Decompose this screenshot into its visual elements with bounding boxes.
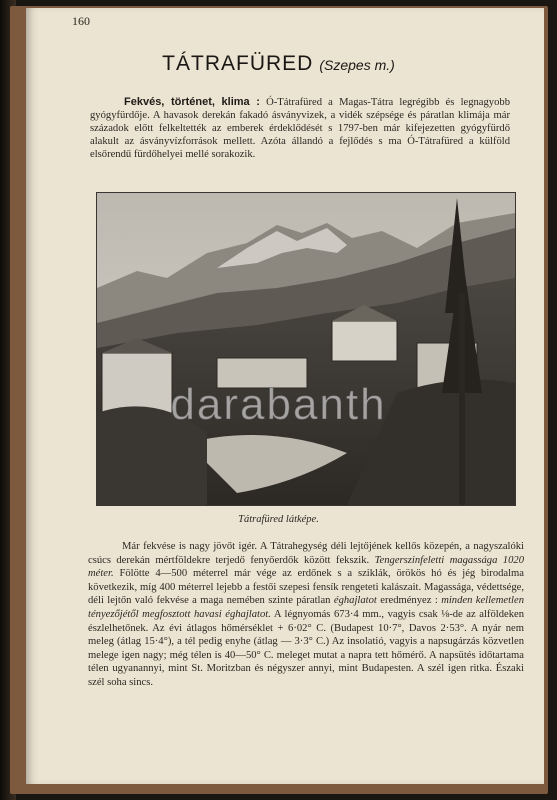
climate-emphasis: éghajlatot [333, 595, 377, 607]
altitude-emphasis: Tengerszinfeletti magassága 1020 méter. [88, 554, 524, 580]
body-text [88, 540, 524, 690]
watermark: darabanth [170, 380, 387, 429]
body-text-segment: Már fekvése is nagy jövőt igér. A Tátrahegység déli lejtőjének kellős közepén, a nagyszalóki csúcs derekán mértföldekre terjedő fenyőerdők között fekszik. [88, 541, 524, 566]
page-title [0, 52, 557, 76]
intro-text: Ó-Tátrafüred a Magas-Tátra legrégibb és legnagyobb gyógyfürdője. A havasok derekán fakadó ásványvizek, a vidék szépsége és páratlan klimája már századok előtt felkeltették az emberek érdeklődését s 1797-ben már kifejezetten gyógyfürdő alakult az ásványvízforrások mellett. Azóta állandó a fejlődés s ma Ó-Tátrafüred a külföld elsőrendű fürdőhelyei mellé sorakozik. [90, 97, 510, 160]
alpine-climate-emphasis: minden kellemetlen tényezőjétől megfosztott havasi éghajlatot. [88, 595, 525, 620]
photo-caption: Tátrafüred látképe. [238, 514, 319, 525]
body-paragraph [88, 540, 524, 690]
body-text-segment: A légnyomás 673·4 mm., vagyis csak ⅛-de az alföldeken észlelhetőnek. Az évi átlagos hőmérséklet + 6·02° C. (Budapest 10·7°, Davos 2·53°. A nyár nem meleg (átlag 15·4°), a tél pedig enyhe (átlag — 3·3° C.) Az insolatió, vagyis a napsugárzás közvetlen melege igen nagy; még télen is 40—50° C. meleget mutat a napra tett hőmérő. A napsütés időtartama télen ugyanannyi, mint St. Moritzban és négyszer annyi, mint Budapesten. A szél igen ritka. Északi szél soha sincs. [88, 608, 524, 688]
landscape-illustration [97, 193, 515, 505]
page-number: 160 [72, 14, 90, 28]
body-text-segment: eredményez : [380, 595, 438, 607]
intro-lead: Fekvés, történet, klima : [124, 96, 260, 108]
landscape-photo [96, 192, 516, 506]
title-county: (Szepes m.) [319, 57, 395, 73]
title-main: TÁTRAFÜRED [162, 52, 314, 75]
body-text-segment: Fölötte 4—500 méterrel már vége az erdőnek s a sziklák, örökös hó és jég birodalma következik, míg 400 méterrel lejebb a festői szepesi fensík rengeteti kalászait. Magassága, védettsége, déli lejtőn való fekvése a maga nemében szinte páratlan [88, 568, 524, 607]
intro-paragraph [90, 96, 510, 161]
